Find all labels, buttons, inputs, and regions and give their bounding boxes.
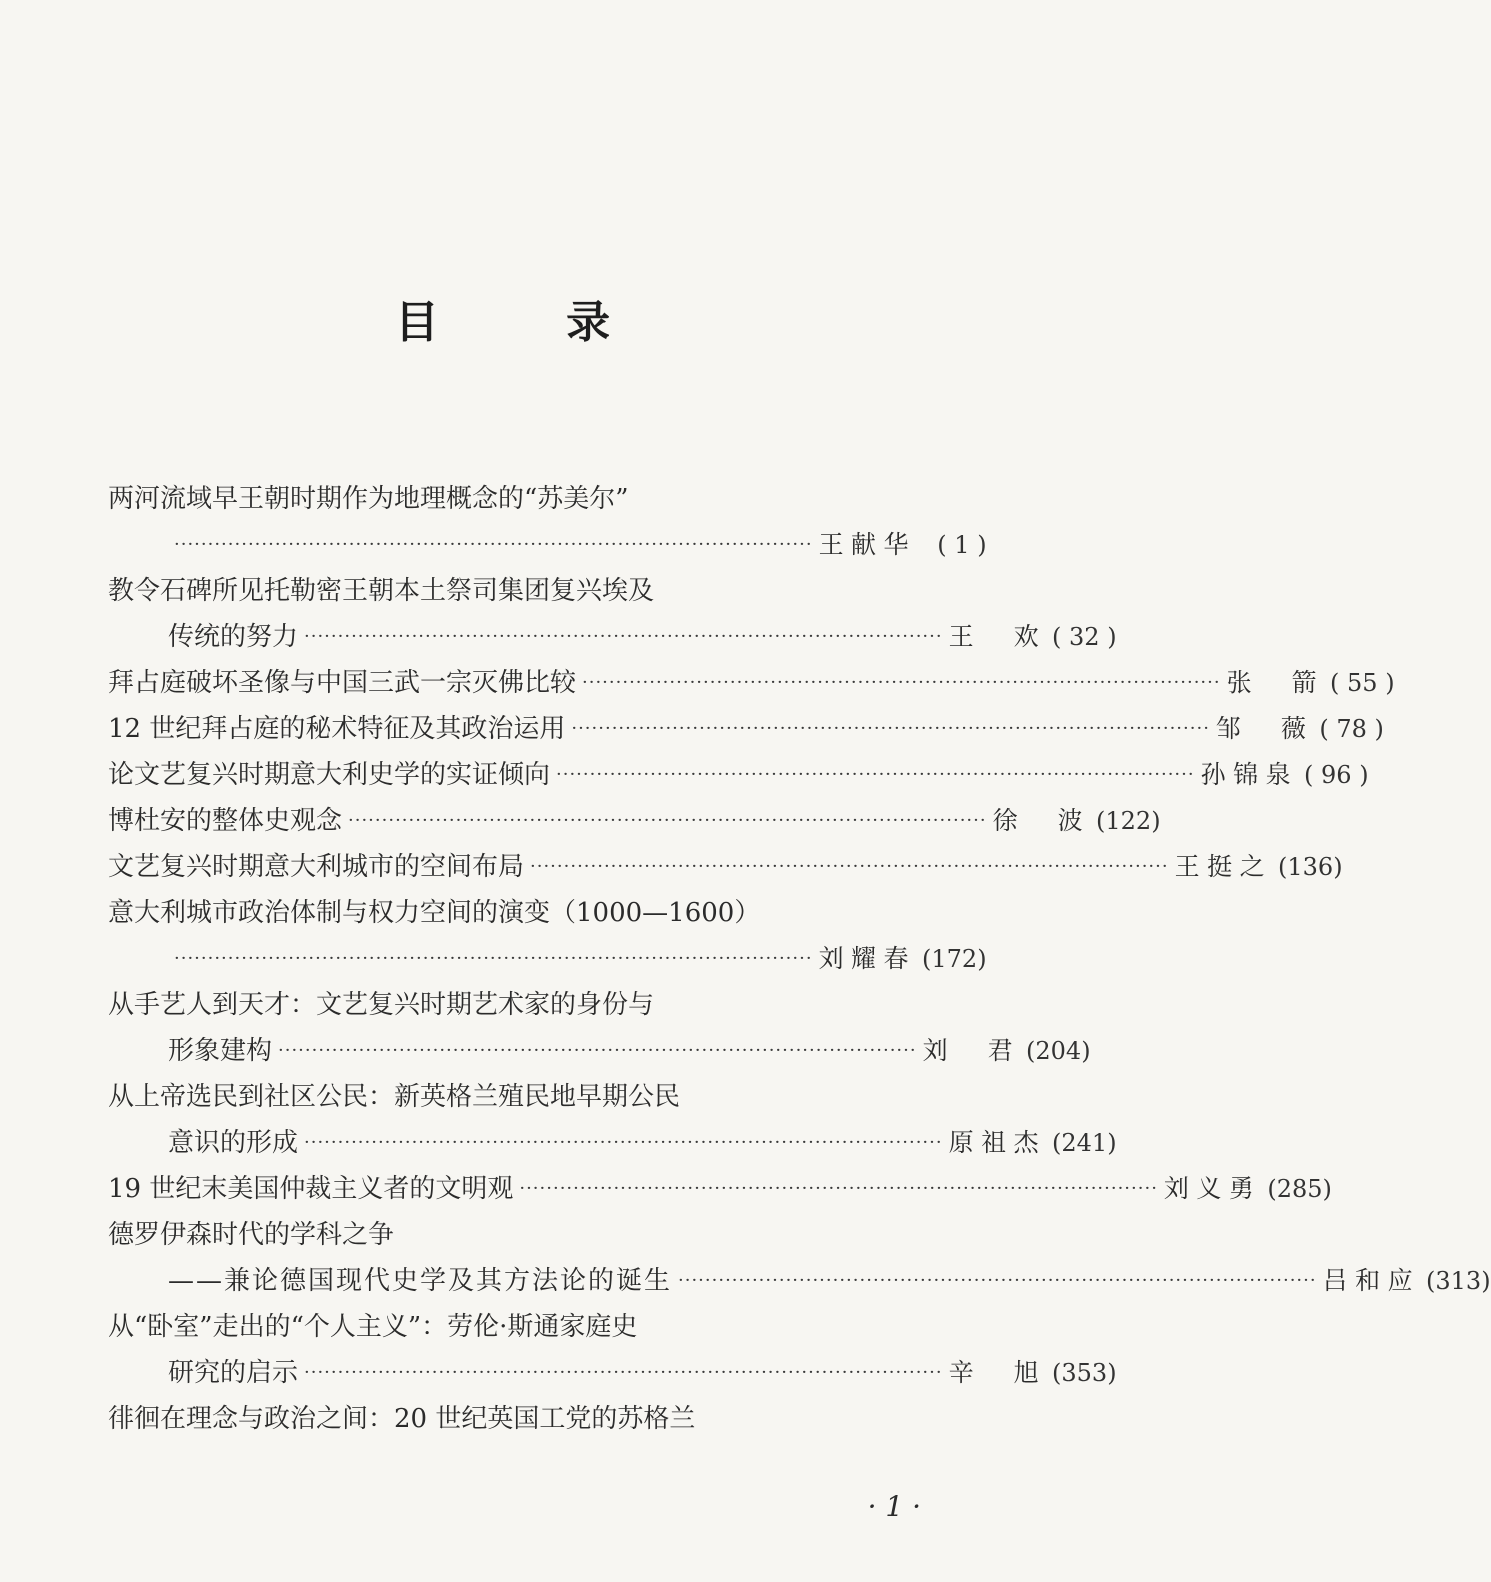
entry-page: ( 96 ) [1304, 761, 1369, 789]
dot-leader: ······························································································· [582, 672, 1221, 693]
entry-title-cont: 意识的形成 [168, 1128, 299, 1158]
toc-entry-title [108, 890, 928, 936]
toc-entry [108, 1166, 1332, 1212]
entry-author: 刘耀春 [818, 944, 911, 973]
toc-entry-title [108, 476, 928, 522]
entry-title: 拜占庭破坏圣像与中国三武一宗灭佛比较 [108, 668, 577, 698]
entry-author: 徐 波 [992, 806, 1085, 835]
entry-title: 教令石碑所见托勒密王朝本土祭司集团复兴埃及 [108, 576, 655, 606]
dot-leader: ······························································································· [556, 764, 1195, 785]
dot-leader: ······························································································· [348, 810, 987, 831]
entry-author: 刘义勇 [1163, 1174, 1256, 1203]
dot-leader: ······························································································· [678, 1270, 1317, 1291]
entry-author: 张 箭 [1226, 668, 1319, 697]
entry-title: 从“卧室”走出的“个人主义”：劳伦·斯通家庭史 [108, 1312, 638, 1342]
dot-leader: ······························································································· [304, 626, 943, 647]
toc-entry-leader-line [108, 614, 1117, 660]
toc-entry [108, 706, 1384, 752]
entry-title: 德罗伊森时代的学科之争 [108, 1220, 395, 1250]
entry-title: 从上帝选民到社区公民：新英格兰殖民地早期公民 [108, 1082, 681, 1112]
dot-leader: ······························································································· [174, 948, 813, 969]
entry-page: (122) [1096, 807, 1161, 835]
toc-entry [108, 660, 1395, 706]
dot-leader: ······························································································· [519, 1178, 1158, 1199]
entry-title: 12 世纪拜占庭的秘术特征及其政治运用 [108, 714, 566, 744]
entry-page: (353) [1052, 1359, 1117, 1387]
dot-leader: ······························································································· [278, 1040, 917, 1061]
entry-page: ( 1 ) [937, 531, 987, 559]
entry-page: ( 55 ) [1330, 669, 1395, 697]
entry-subtitle: ——兼论德国现代史学及其方法论的诞生 [168, 1266, 673, 1296]
toc-entry-title [108, 1396, 928, 1442]
entry-author: 王献华 [818, 530, 911, 559]
entry-author: 王挺之 [1174, 852, 1267, 881]
entry-title: 19 世纪末美国仲裁主义者的文明观 [108, 1174, 514, 1204]
entry-title: 从手艺人到天才：文艺复兴时期艺术家的身份与 [108, 990, 655, 1020]
entry-title-cont: 传统的努力 [168, 622, 299, 652]
dot-leader: ······························································································· [530, 856, 1169, 877]
entry-author: 王 欢 [948, 622, 1041, 651]
entry-page: (136) [1278, 853, 1343, 881]
entry-title-cont: 研究的启示 [168, 1358, 299, 1388]
toc-entry-title [108, 1304, 928, 1350]
entry-title: 论文艺复兴时期意大利史学的实证倾向 [108, 760, 551, 790]
entry-page: (313) [1426, 1267, 1491, 1295]
toc-entry [108, 798, 1161, 844]
entry-author: 孙锦泉 [1200, 760, 1293, 789]
entry-page: (285) [1267, 1175, 1332, 1203]
toc-entry-title [108, 1212, 928, 1258]
entry-page: (241) [1052, 1129, 1117, 1157]
toc-entry-title [108, 1074, 928, 1120]
entry-author: 辛 旭 [948, 1358, 1041, 1387]
toc-entry-title [108, 568, 928, 614]
page-title: 目 录 [394, 297, 667, 348]
table-of-contents [108, 476, 1491, 1442]
entry-author: 吕和应 [1322, 1266, 1415, 1295]
entry-title: 两河流域早王朝时期作为地理概念的“苏美尔” [108, 484, 629, 514]
entry-title-cont: 形象建构 [168, 1036, 273, 1066]
entry-page: ( 32 ) [1052, 623, 1117, 651]
toc-entry [108, 844, 1343, 890]
entry-page: (172) [922, 945, 987, 973]
toc-entry-leader-line [108, 936, 987, 982]
dot-leader: ······························································································· [174, 534, 813, 555]
toc-entry [108, 752, 1369, 798]
entry-author: 刘 君 [922, 1036, 1015, 1065]
dot-leader: ······························································································· [304, 1362, 943, 1383]
toc-entry-leader-line [108, 522, 987, 568]
toc-entry-leader-line [108, 1120, 1117, 1166]
entry-author: 原祖杰 [948, 1128, 1041, 1157]
toc-entry-leader-line [108, 1028, 1091, 1074]
entry-title: 徘徊在理念与政治之间：20 世纪英国工党的苏格兰 [108, 1404, 696, 1434]
dot-leader: ······························································································· [304, 1132, 943, 1153]
toc-entry-leader-line [108, 1350, 1117, 1396]
entry-page: ( 78 ) [1319, 715, 1384, 743]
entry-title: 意大利城市政治体制与权力空间的演变（1000—1600） [108, 898, 761, 928]
page-folio: · 1 · [867, 1490, 921, 1523]
entry-page: (204) [1026, 1037, 1091, 1065]
entry-title: 文艺复兴时期意大利城市的空间布局 [108, 852, 525, 882]
toc-entry-title [108, 982, 928, 1028]
toc-entry-leader-line [108, 1258, 1491, 1304]
dot-leader: ······························································································· [571, 718, 1210, 739]
entry-author: 邹 薇 [1215, 714, 1308, 743]
entry-title: 博杜安的整体史观念 [108, 806, 343, 836]
